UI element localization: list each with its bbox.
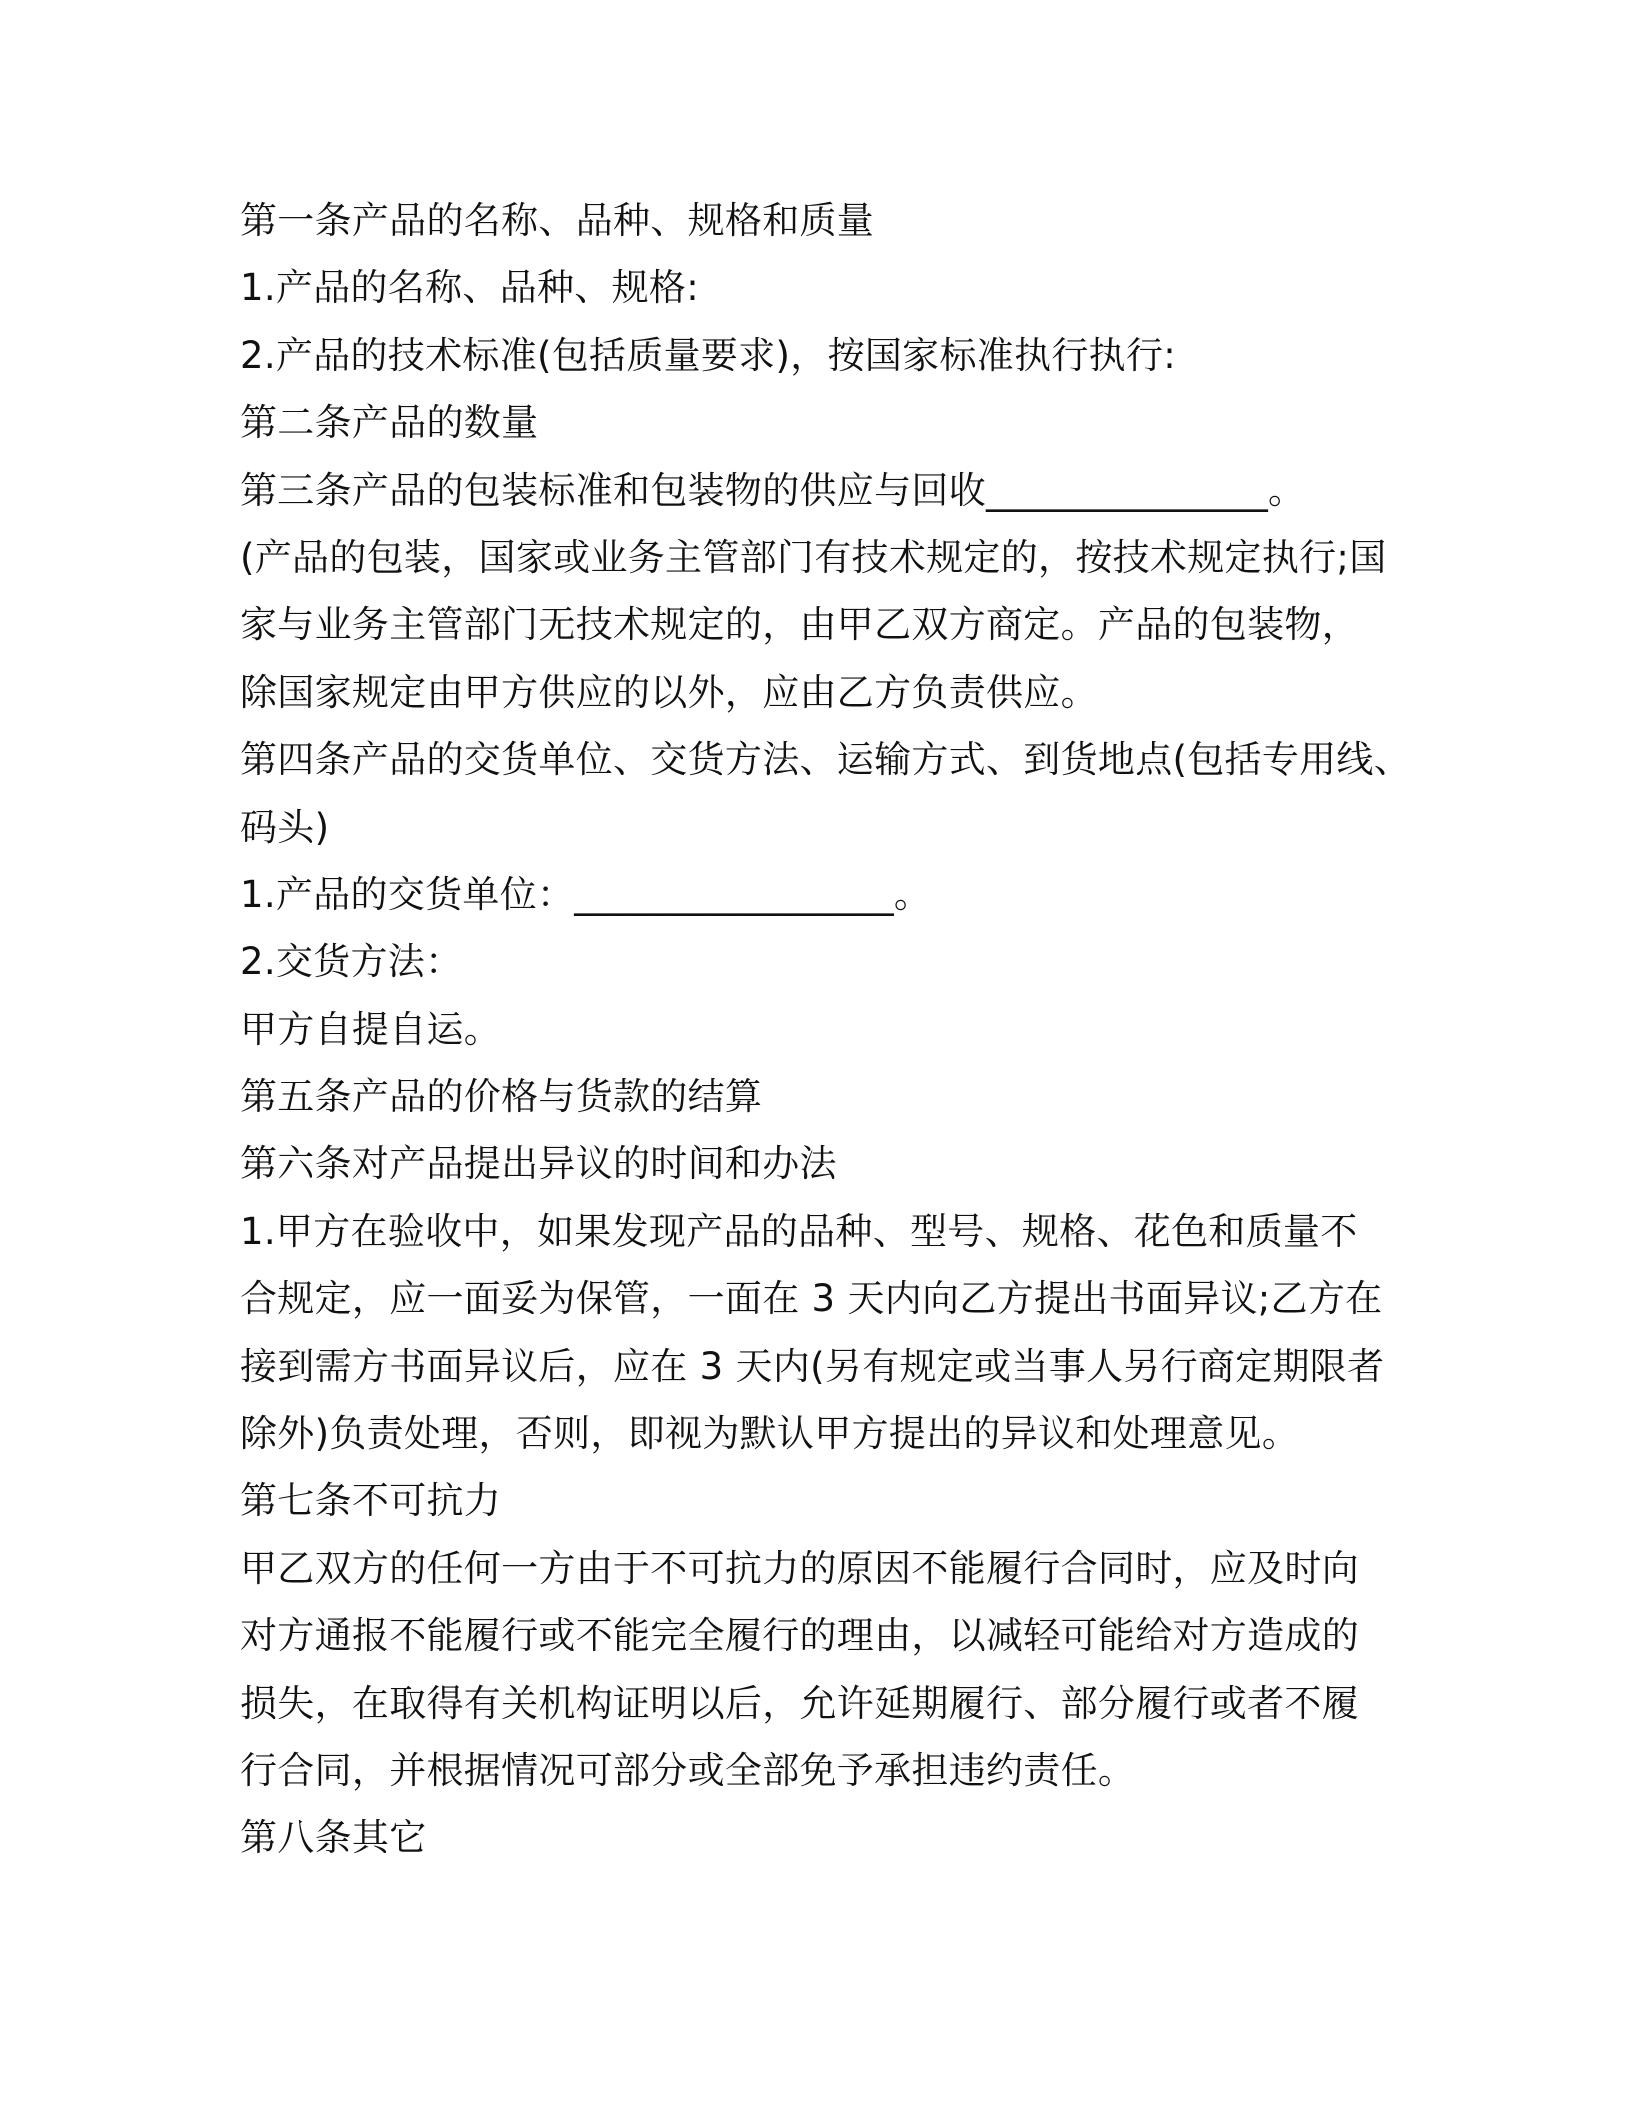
- article-3-heading: 第三条产品的包装标准和包装物的供应与回收_______________。: [240, 468, 1306, 512]
- paragraph-line: 除国家规定由甲方供应的以外，应由乙方负责供应。: [240, 670, 1098, 714]
- article-2-heading: 第二条产品的数量: [240, 401, 539, 445]
- paragraph-line: 损失，在取得有关机构证明以后，允许延期履行、部分履行或者不履: [240, 1681, 1359, 1725]
- paragraph-line: 2.产品的技术标准(包括质量要求)，按国家标准执行执行:: [240, 333, 1177, 377]
- paragraph-line: 甲方自提自运。: [240, 1007, 502, 1051]
- paragraph-line: 家与业务主管部门无技术规定的，由甲乙双方商定。产品的包装物，: [240, 603, 1359, 647]
- paragraph-line: 接到需方书面异议后，应在 3 天内(另有规定或当事人另行商定期限者: [240, 1344, 1385, 1388]
- paragraph-line: 甲乙双方的任何一方由于不可抗力的原因不能履行合同时，应及时向: [240, 1546, 1359, 1590]
- article-8-heading: 第八条其它: [240, 1816, 427, 1860]
- article-7-heading: 第七条不可抗力: [240, 1479, 502, 1523]
- article-1-heading: 第一条产品的名称、品种、规格和质量: [240, 199, 875, 242]
- paragraph-line: 对方通报不能履行或不能完全履行的理由，以减轻可能给对方造成的: [240, 1614, 1359, 1658]
- paragraph-line: 1.产品的名称、品种、规格:: [240, 266, 699, 310]
- paragraph-line: 行合同，并根据情况可部分或全部免予承担违约责任。: [240, 1748, 1136, 1792]
- paragraph-line: 1.产品的交货单位：_________________。: [240, 872, 932, 916]
- article-5-heading: 第五条产品的价格与货款的结算: [240, 1075, 763, 1119]
- paragraph-line: 合规定，应一面妥为保管，一面在 3 天内向乙方提出书面异议;乙方在: [240, 1277, 1383, 1321]
- paragraph-line: (产品的包装，国家或业务主管部门有技术规定的，按技术规定执行;国: [240, 535, 1387, 579]
- article-4-heading: 第四条产品的交货单位、交货方法、运输方式、到货地点(包括专用线、: [240, 738, 1412, 782]
- paragraph-line: 除外)负责处理，否则，即视为默认甲方提出的异议和处理意见。: [240, 1412, 1300, 1456]
- paragraph-line: 码头): [240, 805, 330, 849]
- article-6-heading: 第六条对产品提出异议的时间和办法: [240, 1142, 837, 1186]
- paragraph-line: 1.甲方在验收中，如果发现产品的品种、型号、规格、花色和质量不: [240, 1209, 1358, 1253]
- paragraph-line: 2.交货方法：: [240, 940, 463, 984]
- document-body: [240, 187, 1410, 1872]
